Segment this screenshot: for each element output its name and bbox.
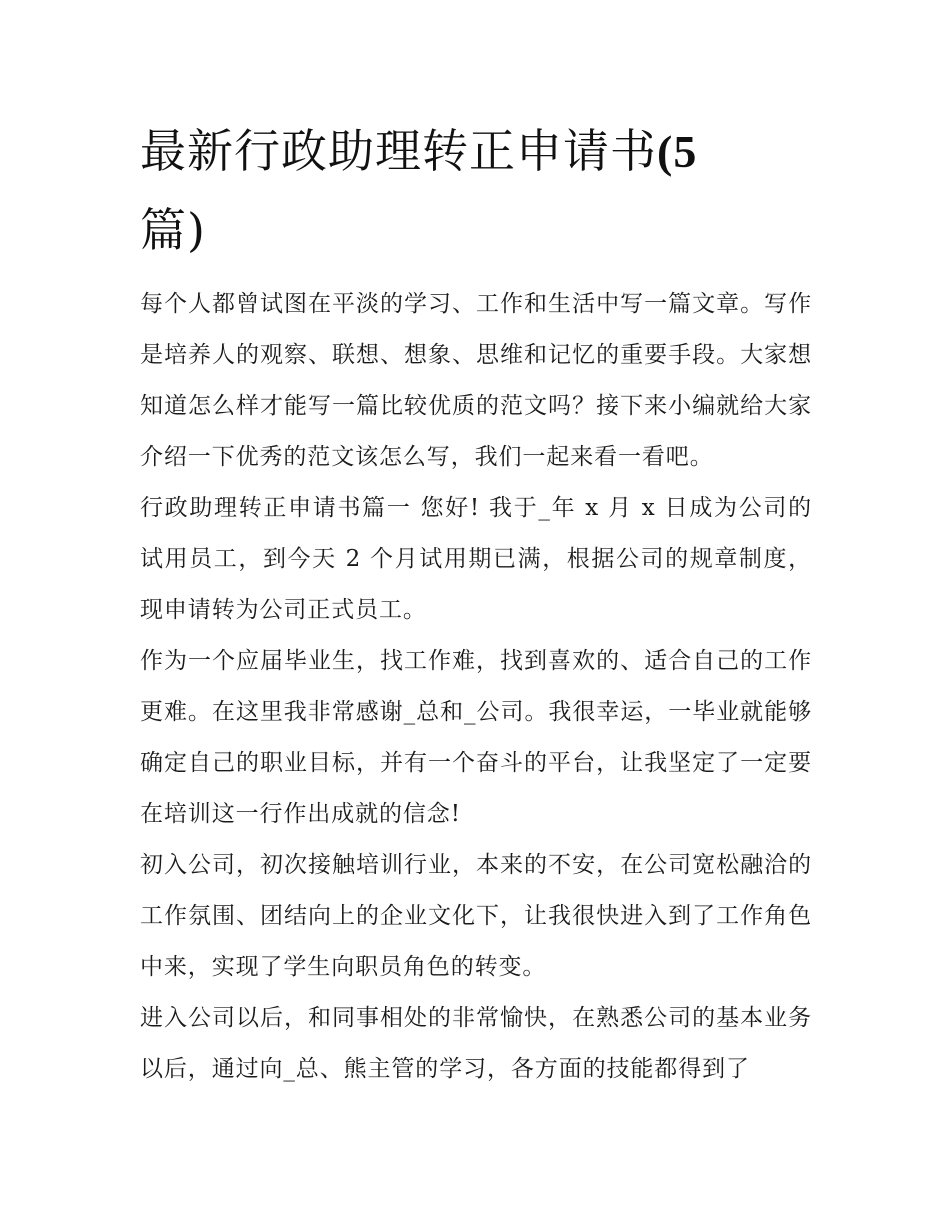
paragraph-application: 行政助理转正申请书篇一 您好! 我于_年 x 月 x 日成为公司的试用员工，到今天 2 个月试用期已满，根据公司的规章制度，现申请转为公司正式员工。: [140, 495, 812, 623]
paragraph-graduate: 作为一个应届毕业生，找工作难，找到喜欢的、适合自己的工作更难。在这里我非常感谢_总和_公司。我很幸运，一毕业就能够确定自己的职业目标，并有一个奋斗的平台，让我坚定了一定要在培训这一行作出成就的信念!: [140, 648, 812, 827]
title-paren: (5: [657, 126, 698, 177]
title-line-2: 篇): [140, 203, 206, 257]
paragraph-colleagues: 进入公司以后，和同事相处的非常愉快，在熟悉公司的基本业务以后，通过向_总、熊主管的学习，各方面的技能都得到了: [140, 1005, 812, 1082]
paragraph-intro: 每个人都曾试图在平淡的学习、工作和生活中写一篇文章。写作是培养人的观察、联想、想象、思维和记忆的重要手段。大家想知道怎么样才能写一篇比较优质的范文吗？接下来小编就给大家介绍一下优秀的范文该怎么写，我们一起来看一看吧。: [140, 291, 812, 470]
document-body: [140, 279, 812, 1095]
document-title: [140, 112, 780, 269]
title-main: 最新行政助理转正申请书: [140, 124, 657, 178]
paragraph-onboarding: 初入公司，初次接触培训行业，本来的不安，在公司宽松融洽的工作氛围、团结向上的企业文化下，让我很快进入到了工作角色中来，实现了学生向职员角色的转变。: [140, 852, 812, 980]
